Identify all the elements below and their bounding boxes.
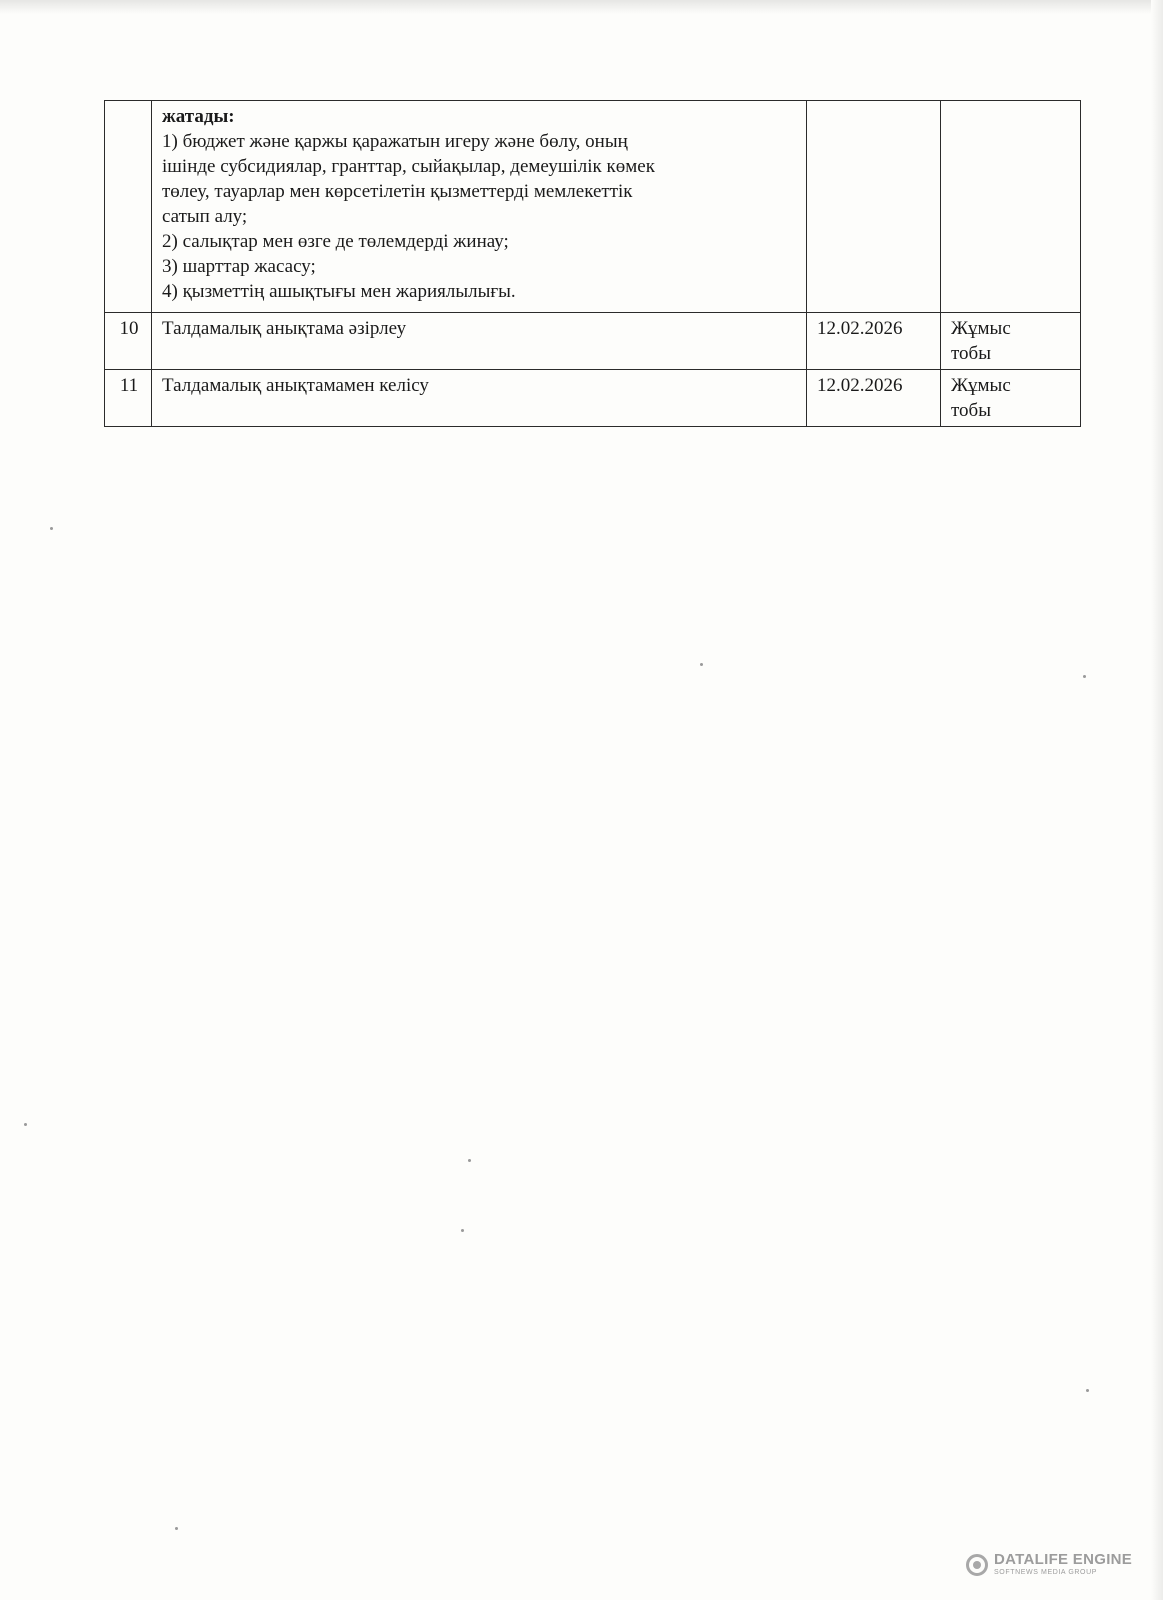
- watermark-text: [994, 1552, 1132, 1577]
- watermark-title: DATALIFE ENGINE: [994, 1551, 1133, 1568]
- scan-speck: [468, 1159, 471, 1162]
- action-plan-table: [104, 100, 1081, 427]
- table-row: [105, 313, 1081, 370]
- responsible-line: Жұмыс: [951, 318, 1011, 339]
- row-number-cell: [105, 101, 152, 313]
- scan-edge-right: [1151, 0, 1163, 1600]
- row-number-cell: 11: [105, 370, 152, 427]
- watermark-subtitle: SOFTNEWS MEDIA GROUP: [994, 1569, 1098, 1576]
- scan-speck: [700, 663, 703, 666]
- responsible-cell: [941, 370, 1081, 427]
- responsible-line: тобы: [951, 343, 991, 364]
- scan-speck: [1086, 1389, 1089, 1392]
- scan-speck: [461, 1229, 464, 1232]
- date-cell: [807, 101, 941, 313]
- event-description-cell: [152, 101, 807, 313]
- date-cell: 12.02.2026: [807, 313, 941, 370]
- watermark: [966, 1552, 1132, 1577]
- responsible-cell: [941, 313, 1081, 370]
- scan-speck: [175, 1527, 178, 1530]
- description-line: 3) шарттар жасасу;: [162, 256, 316, 277]
- description-line: 2) салықтар мен өзге де төлемдерді жинау;: [162, 231, 509, 252]
- responsible-cell: [941, 101, 1081, 313]
- responsible-line: Жұмыс: [951, 375, 1011, 396]
- event-cell: Талдамалық анықтамамен келісу: [152, 370, 807, 427]
- date-cell: 12.02.2026: [807, 370, 941, 427]
- event-cell: Талдамалық анықтама әзірлеу: [152, 313, 807, 370]
- description-line: төлеу, тауарлар мен көрсетілетін қызметтерді мемлекеттік: [162, 181, 633, 202]
- table-row: [105, 370, 1081, 427]
- table-row-continuation: [105, 101, 1081, 313]
- responsible-line: тобы: [951, 400, 991, 421]
- description-line: 1) бюджет және қаржы қаражатын игеру және бөлу, оның: [162, 131, 628, 152]
- scan-speck: [50, 527, 53, 530]
- description-line: сатып алу;: [162, 206, 248, 227]
- watermark-logo-icon: [966, 1554, 988, 1576]
- description-line: жатады:: [162, 106, 235, 127]
- scan-edge-top: [0, 0, 1163, 14]
- description-line: 4) қызметтің ашықтығы мен жариялылығы.: [162, 281, 516, 302]
- scan-speck: [1083, 675, 1086, 678]
- scan-speck: [24, 1123, 27, 1126]
- row-number-cell: 10: [105, 313, 152, 370]
- description-line: ішінде субсидиялар, гранттар, сыйақылар, демеушілік көмек: [162, 156, 655, 177]
